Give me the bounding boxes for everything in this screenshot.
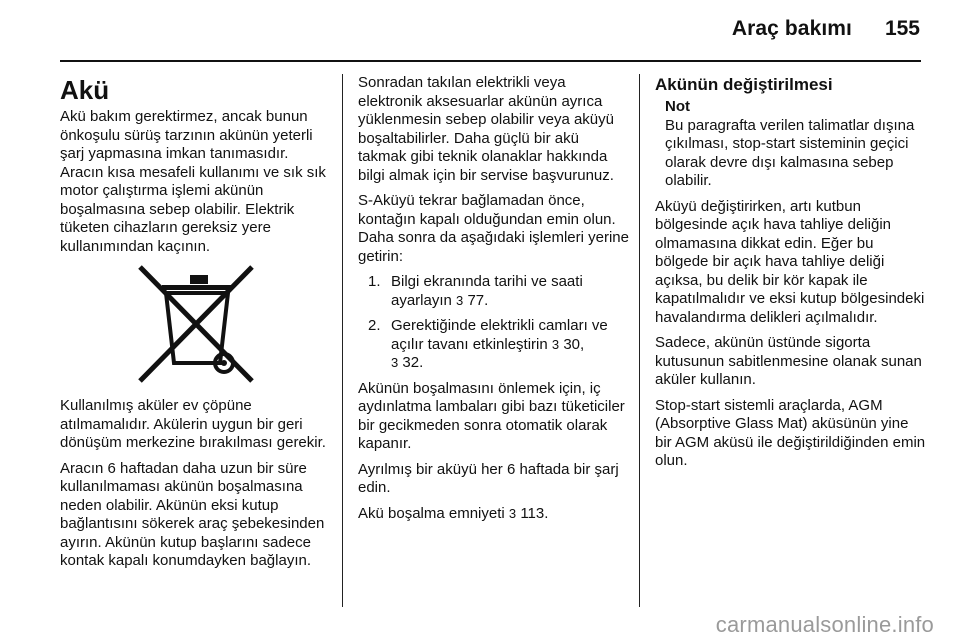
page-header — [0, 0, 960, 62]
step-text: Gerektiğinde elektrikli camları ve açılır tavanı etkinleştirin — [391, 317, 608, 353]
step-number: 2. — [368, 317, 381, 334]
paragraph: Aküyü değiştirirken, artı kutbun bölgesinde açık hava tahliye deliğin olmamasına dikkat edin. Eğer bu bölgede bir açık hava tahliye deliği açıksa, bu delik bir kör kapak ile kapatılmalıdır ve eksi kutup bölgesindeki havalandırma delikleri açılmalıdır. — [655, 197, 925, 326]
page-reference-arrow-icon: 3 — [456, 292, 464, 308]
note-box — [655, 98, 927, 191]
note-title: Not — [665, 98, 690, 115]
page-reference-arrow-icon: 3 — [551, 336, 560, 352]
section-heading-battery: Akü — [60, 75, 110, 105]
paragraph: Kullanılmış aküler ev çöpüne atılmamalıdır. Akülerin uygun bir geri dönüşüm merkezine bırakılması gerekir. — [60, 397, 326, 451]
list-item — [358, 317, 630, 373]
recycling-figure — [60, 263, 332, 385]
page-number: 155 — [884, 17, 920, 40]
crossed-out-bin-icon — [132, 263, 262, 385]
page-reference: 113. — [520, 504, 549, 522]
paragraph: Ayrılmış bir aküyü her 6 haftada bir şarj edin. — [358, 460, 619, 496]
paragraph: Akü bakım gerektirmez, ancak bunun önkoşulu sürüş tarzının akünün yeterli şarj yapmasına imkan tanımasıdır. Aracın kısa mesafeli kullanımı ve sık sık motor çalıştırma işlemi akünün boşalmasına sebep olabilir. Elektrik tüketen cihazların gereksiz yere kullanımından kaçının. — [60, 108, 326, 255]
column-divider-1 — [342, 74, 343, 607]
section-heading-battery-replacement: Akünün değiştirilmesi — [655, 75, 833, 94]
paragraph: Stop-start sistemli araçlarda, AGM (Absorptive Glass Mat) aküsünün yine bir AGM aküsü ile değiştirildiğinden emin olun. — [655, 396, 926, 469]
header-rule — [60, 60, 921, 62]
step-number: 1. — [368, 273, 381, 290]
paragraph: Akünün boşalmasını önlemek için, iç aydınlatma lambaları gibi bazı tüketiciler bir gecikmeden sonra otomatik olarak kapanır. — [358, 379, 625, 452]
column-3 — [655, 74, 927, 478]
paragraph-text: Akü boşalma emniyeti — [358, 504, 505, 522]
step-text: Bilgi ekranında tarihi ve saati ayarlayın — [391, 273, 583, 309]
paragraph: Aracın 6 haftadan daha uzun bir süre kullanılmaması akünün boşalmasına neden olabilir. Akünün eksi kutup bağlantısını sökerek araç şebekesinden ayırın. Akünün kutup başlarını sadece kontak kapalı konumdayken bağlayın. — [60, 459, 325, 569]
paragraph: Sonradan takılan elektrikli veya elektronik aksesuarlar akünün ayrıca yüklenmesin sebep olabilir veya aküyü boşaltabilirler. Daha güçlü bir akü takmak gibi teknik olanaklar hakkında bilgi almak için bir servise başvurunuz. — [358, 74, 614, 184]
step-list — [358, 273, 630, 373]
page-reference: 32. — [402, 354, 424, 371]
list-item — [358, 273, 630, 310]
page-reference: 30, — [563, 335, 585, 353]
chapter-title: Araç bakımı — [731, 17, 852, 40]
column-1 — [60, 74, 332, 578]
watermark: carmanualsonline.info — [715, 612, 934, 637]
column-divider-2 — [639, 74, 640, 607]
paragraph — [358, 505, 630, 524]
page-reference-arrow-icon: 3 — [391, 355, 399, 370]
column-2 — [358, 74, 630, 530]
paragraph: Sadece, akünün üstünde sigorta kutusunun sabitlenmesine olanak sunan aküler kullanın. — [655, 334, 922, 388]
page-reference: 77. — [467, 291, 489, 309]
paragraph: S-Aküyü tekrar bağlamadan önce, kontağın kapalı olduğundan emin olun. Daha sonra da aşağıdaki işlemleri yerine getirin: — [358, 192, 629, 265]
note-text: Bu paragrafta verilen talimatlar dışına çıkılması, stop-start sisteminin geçici olarak devre dışı kalmasına sebep olabilir. — [665, 116, 915, 189]
page-reference-arrow-icon: 3 — [508, 505, 517, 521]
